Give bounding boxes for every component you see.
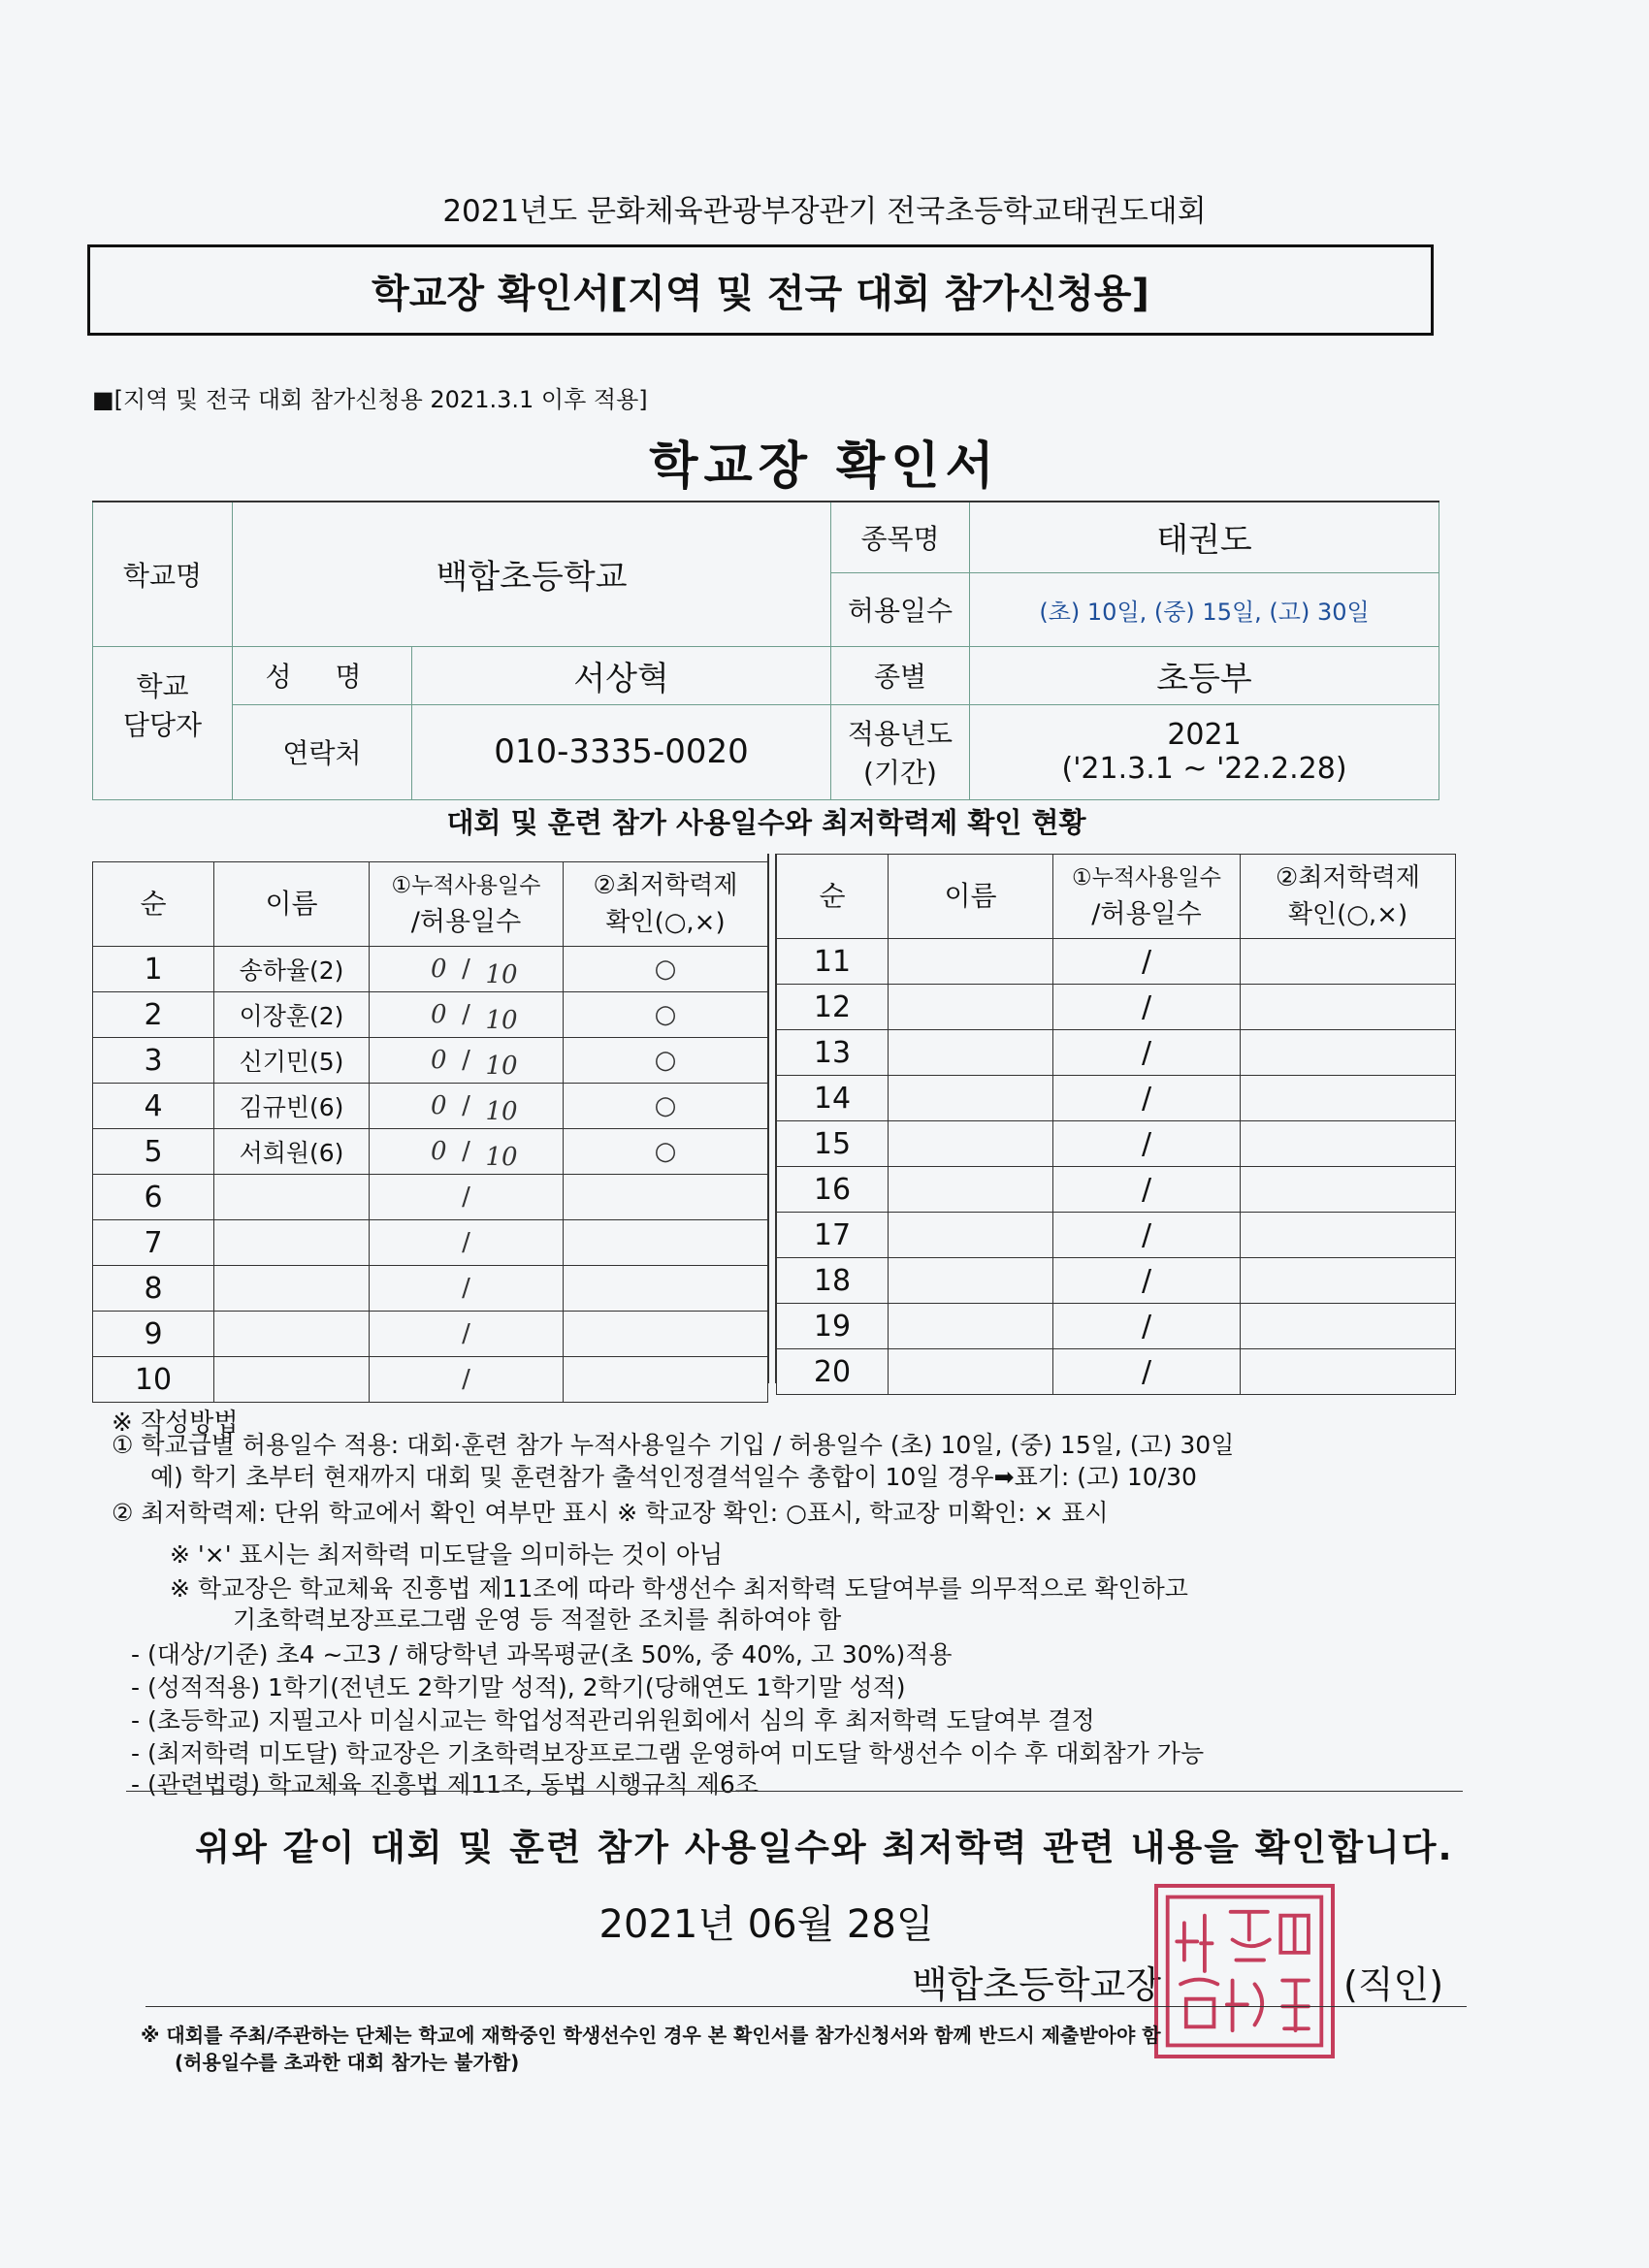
days-cell: / — [1053, 1030, 1241, 1076]
min-check — [1241, 1213, 1456, 1258]
days-cell — [370, 1175, 564, 1220]
student-name: 이장훈(2) — [214, 992, 370, 1038]
days-slash: / — [462, 1228, 470, 1257]
status-table-left — [92, 861, 768, 1403]
min-check — [1241, 939, 1456, 985]
student-name — [889, 1258, 1053, 1304]
days-cell: / — [1053, 1258, 1241, 1304]
days-cell: / — [1053, 1349, 1241, 1395]
table-row — [93, 1266, 768, 1312]
principal-name: 백합초등학교장 — [912, 1963, 1161, 2006]
min-check — [1241, 1167, 1456, 1213]
row-number: 14 — [777, 1076, 889, 1121]
table-row — [93, 1084, 768, 1129]
method-line: - (관련법령) 학교체육 진흥법 제11조, 동법 시행규칙 제6조 — [131, 1770, 759, 1798]
table-row — [93, 1129, 768, 1175]
row-number: 4 — [93, 1084, 214, 1129]
row-number: 5 — [93, 1129, 214, 1175]
issue-date: 2021년 06월 28일 — [598, 1902, 934, 1947]
row-number: 19 — [777, 1304, 889, 1349]
student-name — [889, 1030, 1053, 1076]
table-row — [777, 1167, 1456, 1213]
row-number: 15 — [777, 1121, 889, 1167]
days-cell: / — [1053, 985, 1241, 1030]
method-line: - (대상/기준) 초4 ~고3 / 해당학년 과목평균(초 50%, 중 40%, 고 30%)적용 — [131, 1640, 953, 1669]
table-row — [777, 1121, 1456, 1167]
header-days — [370, 862, 564, 947]
top-note: ■[지역 및 전국 대회 참가신청용 2021.3.1 이후 적용] — [92, 386, 648, 413]
row-number: 2 — [93, 992, 214, 1038]
seal-label: (직인) — [1343, 1963, 1444, 2006]
min-check — [1241, 1121, 1456, 1167]
method-line: ※ 학교장은 학교체육 진흥법 제11조에 따라 학생선수 최저학력 도달여부를 의무적으로 확인하고 — [170, 1574, 1188, 1603]
header-days-right-line2: /허용일수 — [1091, 899, 1202, 929]
document-title: 학교장 확인서 — [649, 437, 1000, 496]
student-name — [889, 1076, 1053, 1121]
method-divider — [126, 1791, 1463, 1792]
year-value — [970, 704, 1439, 799]
method-line: - (최저학력 미도달) 학교장은 기초학력보장프로그램 운영하여 미도달 학생선수 이수 후 대회참가 가능 — [131, 1739, 1205, 1767]
student-name — [889, 985, 1053, 1030]
row-number: 12 — [777, 985, 889, 1030]
days-slash: / — [462, 1046, 470, 1075]
days-cell — [370, 1084, 564, 1129]
min-check — [564, 1220, 768, 1266]
row-number: 7 — [93, 1220, 214, 1266]
signature-divider — [146, 2006, 1467, 2007]
header-name: 이름 — [214, 862, 370, 947]
student-name: 서희원(6) — [214, 1129, 370, 1175]
row-number: 6 — [93, 1175, 214, 1220]
days-slash: / — [462, 1319, 470, 1348]
days-cell: / — [1053, 1167, 1241, 1213]
table-row — [777, 1258, 1456, 1304]
table-row — [777, 1076, 1456, 1121]
official-seal-icon — [1154, 1884, 1335, 2058]
row-number: 9 — [93, 1312, 214, 1357]
school-name: 백합초등학교 — [233, 502, 831, 646]
table-row — [93, 1357, 768, 1403]
allowed-days: 10 — [485, 1097, 518, 1126]
days-slash: / — [462, 1000, 470, 1029]
row-number: 20 — [777, 1349, 889, 1395]
days-slash: / — [462, 955, 470, 984]
row-number: 13 — [777, 1030, 889, 1076]
student-name — [889, 1213, 1053, 1258]
days-slash: / — [462, 1091, 470, 1120]
header-days-line1: ①누적사용일수 — [391, 873, 541, 898]
header-min-right — [1241, 855, 1456, 939]
days-cell — [370, 1220, 564, 1266]
student-name — [214, 1175, 370, 1220]
year-value-line1: 2021 — [1167, 718, 1242, 752]
days-cell: / — [1053, 939, 1241, 985]
footnote-sub: (허용일수를 초과한 대회 참가는 불가함) — [175, 2051, 520, 2074]
min-check: ○ — [564, 1038, 768, 1084]
row-number: 17 — [777, 1213, 889, 1258]
table-row — [93, 1220, 768, 1266]
table-row — [93, 1312, 768, 1357]
boxed-title-text: 학교장 확인서[지역 및 전국 대회 참가신청용] — [372, 271, 1149, 316]
method-line: 기초학력보장프로그램 운영 등 적절한 조치를 취하여야 함 — [233, 1605, 842, 1634]
min-check: ○ — [564, 947, 768, 992]
min-check — [1241, 1304, 1456, 1349]
year-label-line2: (기간) — [863, 757, 937, 789]
school-label: 학교명 — [93, 502, 233, 646]
min-check — [1241, 1258, 1456, 1304]
method-heading: ※ 작성방법 — [112, 1409, 239, 1438]
method-line: 예) 학기 초부터 현재까지 대회 및 훈련참가 출석인정결석일수 총합이 10일 경우➡표기: (고) 10/30 — [150, 1463, 1197, 1491]
header-min-right-line2: 확인(○,×) — [1287, 900, 1408, 929]
row-number: 3 — [93, 1038, 214, 1084]
used-days: 0 — [430, 1000, 447, 1029]
table-row — [93, 947, 768, 992]
table-row — [777, 939, 1456, 985]
method-line: - (성적적용) 1학기(전년도 2학기말 성적), 2학기(당해연도 1학기말 성적) — [131, 1673, 906, 1701]
row-number: 16 — [777, 1167, 889, 1213]
allow-label: 허용일수 — [831, 572, 970, 646]
student-name — [889, 1121, 1053, 1167]
info-table — [92, 501, 1439, 800]
used-days: 0 — [430, 955, 447, 984]
days-cell — [370, 1266, 564, 1312]
days-cell — [370, 1312, 564, 1357]
table-row — [777, 1304, 1456, 1349]
used-days: 0 — [430, 1137, 447, 1166]
student-name — [214, 1357, 370, 1403]
seal-graphic — [1158, 1888, 1331, 2055]
phone-value: 010-3335-0020 — [412, 704, 831, 799]
name-label: 성 명 — [233, 646, 412, 704]
table-row — [777, 985, 1456, 1030]
method-line: ※ '×' 표시는 최저학력 미도달을 의미하는 것이 아님 — [170, 1540, 724, 1569]
table-row — [777, 1213, 1456, 1258]
header-min-line1: ②최저학력제 — [593, 871, 738, 900]
header-days-line2: /허용일수 — [410, 907, 522, 937]
used-days: 0 — [430, 1046, 447, 1075]
days-cell — [370, 1038, 564, 1084]
min-check — [564, 1312, 768, 1357]
confirm-statement: 위와 같이 대회 및 훈련 참가 사용일수와 최저학력 관련 내용을 확인합니다. — [195, 1827, 1454, 1868]
phone-label: 연락처 — [233, 704, 412, 799]
table-row — [777, 1030, 1456, 1076]
days-slash: / — [462, 1365, 470, 1394]
min-check — [564, 1357, 768, 1403]
table-row — [93, 992, 768, 1038]
method-line: ① 학교급별 허용일수 적용: 대회·훈련 참가 누적사용일수 기입 / 허용일수 (초) 10일, (중) 15일, (고) 30일 — [112, 1431, 1235, 1459]
days-slash: / — [462, 1183, 470, 1212]
min-check — [564, 1175, 768, 1220]
allow-value: (초) 10일, (중) 15일, (고) 30일 — [970, 572, 1439, 646]
row-number: 10 — [93, 1357, 214, 1403]
contact-label-bottom: 담당자 — [93, 704, 233, 799]
days-slash: / — [462, 1274, 470, 1303]
table-row — [93, 1038, 768, 1084]
header-min-line2: 확인(○,×) — [605, 908, 726, 937]
used-days: 0 — [430, 1091, 447, 1120]
row-number: 8 — [93, 1266, 214, 1312]
division-value: 초등부 — [970, 646, 1439, 704]
student-name: 신기민(5) — [214, 1038, 370, 1084]
days-cell — [370, 1129, 564, 1175]
name-value: 서상혁 — [412, 646, 831, 704]
student-name — [214, 1220, 370, 1266]
header-days-right — [1053, 855, 1241, 939]
days-cell — [370, 1357, 564, 1403]
days-cell: / — [1053, 1121, 1241, 1167]
table-row — [777, 1349, 1456, 1395]
min-check — [1241, 985, 1456, 1030]
row-number: 1 — [93, 947, 214, 992]
event-title: 2021년도 문화체육관광부장관기 전국초등학교태권도대회 — [442, 194, 1207, 229]
days-cell: / — [1053, 1304, 1241, 1349]
event-label: 종목명 — [831, 502, 970, 572]
year-label — [831, 704, 970, 799]
header-min-right-line1: ②최저학력제 — [1276, 863, 1420, 892]
min-check — [1241, 1349, 1456, 1395]
allowed-days: 10 — [485, 960, 518, 989]
division-label: 종별 — [831, 646, 970, 704]
min-check — [564, 1266, 768, 1312]
row-number: 18 — [777, 1258, 889, 1304]
student-name — [889, 1304, 1053, 1349]
min-check — [1241, 1030, 1456, 1076]
contact-label-top: 학교 — [93, 646, 233, 704]
header-name-right: 이름 — [889, 855, 1053, 939]
allowed-days: 10 — [485, 1006, 518, 1035]
year-label-line1: 적용년도 — [847, 718, 954, 750]
student-name: 송하율(2) — [214, 947, 370, 992]
allowed-days: 10 — [485, 1052, 518, 1081]
header-no-right: 순 — [777, 855, 889, 939]
student-name: 김규빈(6) — [214, 1084, 370, 1129]
table-row — [93, 1175, 768, 1220]
year-value-line2: ('21.3.1 ~ '22.2.28) — [1061, 752, 1347, 786]
student-name — [889, 1167, 1053, 1213]
min-check — [1241, 1076, 1456, 1121]
header-no: 순 — [93, 862, 214, 947]
student-name — [889, 1349, 1053, 1395]
days-cell — [370, 947, 564, 992]
min-check: ○ — [564, 1129, 768, 1175]
status-title: 대회 및 훈련 참가 사용일수와 최저학력제 확인 현황 — [446, 806, 1086, 839]
boxed-title — [87, 244, 1434, 336]
student-name — [214, 1312, 370, 1357]
row-number: 11 — [777, 939, 889, 985]
min-check: ○ — [564, 1084, 768, 1129]
method-line: - (초등학교) 지필고사 미실시교는 학업성적관리위원회에서 심의 후 최저학력 도달여부 결정 — [131, 1706, 1095, 1734]
days-cell: / — [1053, 1213, 1241, 1258]
footnote-main: ※ 대회를 주최/주관하는 단체는 학교에 재학중인 학생선수인 경우 본 확인서를 참가신청서와 함께 반드시 제출받아야 함 — [141, 2024, 1161, 2047]
header-min — [564, 862, 768, 947]
method-line: ② 최저학력제: 단위 학교에서 확인 여부만 표시 ※ 학교장 확인: ○표시, 학교장 미확인: × 표시 — [112, 1499, 1109, 1527]
header-days-right-line1: ①누적사용일수 — [1072, 865, 1221, 891]
status-table-right — [776, 854, 1456, 1395]
min-check: ○ — [564, 992, 768, 1038]
allowed-days: 10 — [485, 1143, 518, 1172]
days-cell — [370, 992, 564, 1038]
days-slash: / — [462, 1137, 470, 1166]
event-value: 태권도 — [970, 502, 1439, 572]
student-name — [214, 1266, 370, 1312]
student-name — [889, 939, 1053, 985]
days-cell: / — [1053, 1076, 1241, 1121]
